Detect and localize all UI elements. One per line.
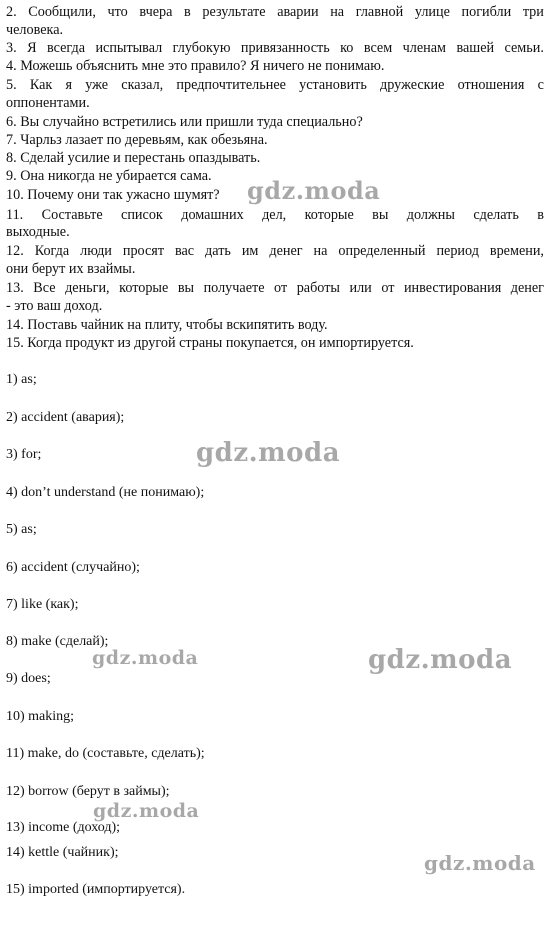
- sentence-word: Все: [33, 280, 56, 296]
- answer-item: 8) make (сделай);: [6, 634, 109, 649]
- sentence-word: 13.: [6, 280, 24, 296]
- sentence-line: 6. Вы случайно встретились или пришли туда специально?: [6, 114, 363, 130]
- sentence-word: в: [184, 4, 191, 20]
- sentence-word: Как: [29, 77, 53, 93]
- answer-item: 3) for;: [6, 447, 42, 462]
- sentence-word: домашних: [181, 207, 244, 223]
- sentence-word: или: [349, 280, 372, 296]
- sentence-word: всегда: [46, 40, 85, 56]
- sentence-line: [6, 207, 544, 224]
- sentence-line: [6, 243, 544, 260]
- sentence-line: они берут их взаймы.: [6, 261, 136, 277]
- sentence-word: ко: [340, 40, 354, 56]
- sentence-word: Я: [27, 40, 37, 56]
- answer-item: 10) making;: [6, 709, 75, 724]
- sentence-line: 10. Почему они так ужасно шумят?: [6, 187, 220, 203]
- sentence-word: главной: [355, 4, 404, 20]
- sentence-line: оппонентами.: [6, 95, 90, 111]
- sentence-word: отношения: [457, 77, 525, 93]
- sentence-word: период: [436, 243, 479, 259]
- sentence-word: с: [537, 77, 544, 93]
- sentence-word: 12.: [6, 243, 24, 259]
- sentence-word: привязанность: [240, 40, 330, 56]
- sentence-line: 9. Она никогда не убирается сама.: [6, 168, 212, 184]
- sentence-line: [6, 40, 544, 57]
- sentence-word: должны: [406, 207, 455, 223]
- sentence-word: времени,: [489, 243, 544, 259]
- sentence-word: в: [537, 207, 544, 223]
- sentence-word: предпочтительнее: [176, 77, 286, 93]
- sentence-word: 3.: [6, 40, 17, 56]
- sentence-word: установить: [299, 77, 367, 93]
- sentence-word: уже: [85, 77, 109, 93]
- watermark-logo: gdz.moda: [196, 438, 341, 468]
- sentence-word: вас: [174, 243, 195, 259]
- sentence-line: - это ваш доход.: [6, 298, 103, 314]
- sentence-line: 14. Поставь чайник на плиту, чтобы вскипятить воду.: [6, 317, 328, 333]
- sentence-word: список: [121, 207, 163, 223]
- sentence-word: 5.: [6, 77, 17, 93]
- sentence-word: просят: [122, 243, 165, 259]
- sentence-word: денег: [269, 243, 303, 259]
- answer-item: 11) make, do (составьте, сделать);: [6, 746, 205, 761]
- sentence-line: 7. Чарльз лазает по деревьям, как обезьяна.: [6, 132, 268, 148]
- sentence-word: Сообщили,: [28, 4, 96, 20]
- sentence-line: [6, 280, 544, 297]
- sentence-word: три: [522, 4, 544, 20]
- answer-item: 1) as;: [6, 372, 37, 387]
- sentence-word: вы: [372, 207, 389, 223]
- answer-item: 4) don’t understand (не понимаю);: [6, 485, 205, 500]
- answer-item: 7) like (как);: [6, 597, 79, 612]
- sentence-word: на: [330, 4, 345, 20]
- sentence-line: выходные.: [6, 224, 70, 240]
- watermark-logo: gdz.moda: [247, 176, 381, 205]
- answer-item: 13) income (доход);: [6, 820, 121, 835]
- sentence-word: погибли: [461, 4, 512, 20]
- sentence-word: от: [274, 280, 288, 296]
- sentence-word: работы: [296, 280, 340, 296]
- sentence-word: дать: [205, 243, 231, 259]
- sentence-word: всем: [363, 40, 393, 56]
- sentence-word: денег: [510, 280, 544, 296]
- watermark-logo: gdz.moda: [424, 851, 536, 875]
- sentence-line: 8. Сделай усилие и перестань опаздывать.: [6, 150, 261, 166]
- sentence-word: испытывал: [95, 40, 163, 56]
- watermark-logo: gdz.moda: [368, 645, 513, 675]
- sentence-line: [6, 77, 544, 94]
- sentence-word: на: [313, 243, 328, 259]
- sentence-word: сказал,: [121, 77, 164, 93]
- sentence-word: которые: [304, 207, 354, 223]
- sentence-word: 11.: [6, 207, 24, 223]
- sentence-word: улице: [414, 4, 450, 20]
- sentence-line: 15. Когда продукт из другой страны покупается, он импортируется.: [6, 335, 414, 351]
- sentence-line: [6, 4, 544, 21]
- sentence-word: я: [65, 77, 73, 93]
- sentence-word: глубокую: [172, 40, 231, 56]
- answer-item: 12) borrow (берут в займы);: [6, 784, 170, 799]
- watermark-logo: gdz.moda: [92, 647, 199, 669]
- sentence-word: вчера: [139, 4, 173, 20]
- sentence-word: деньги,: [65, 280, 110, 296]
- sentence-word: люди: [80, 243, 112, 259]
- sentence-word: Составьте: [41, 207, 103, 223]
- sentence-word: Когда: [34, 243, 70, 259]
- sentence-line: 4. Можешь объяснить мне это правило? Я ничего не понимаю.: [6, 58, 385, 74]
- sentence-word: им: [241, 243, 259, 259]
- answer-item: 14) kettle (чайник);: [6, 845, 119, 860]
- answer-item: 6) accident (случайно);: [6, 560, 140, 575]
- sentence-word: аварии: [277, 4, 319, 20]
- sentence-word: от: [381, 280, 395, 296]
- sentence-word: определенный: [338, 243, 426, 259]
- answer-item: 9) does;: [6, 671, 51, 686]
- watermark-logo: gdz.moda: [93, 800, 200, 822]
- sentence-word: получаете: [203, 280, 265, 296]
- sentence-word: результате: [202, 4, 266, 20]
- sentence-word: семьи.: [504, 40, 544, 56]
- sentence-word: инвестирования: [403, 280, 502, 296]
- sentence-word: дел,: [262, 207, 287, 223]
- sentence-word: дружеские: [380, 77, 445, 93]
- sentence-word: членам: [402, 40, 447, 56]
- sentence-word: вы: [177, 280, 195, 296]
- answer-item: 15) imported (импортируется).: [6, 882, 186, 897]
- answer-item: 2) accident (авария);: [6, 410, 125, 425]
- sentence-word: вашей: [456, 40, 495, 56]
- answer-item: 5) as;: [6, 522, 37, 537]
- sentence-word: 2.: [6, 4, 17, 20]
- sentence-line: человека.: [6, 22, 64, 38]
- sentence-word: которые: [119, 280, 169, 296]
- sentence-word: что: [107, 4, 128, 20]
- sentence-word: сделать: [473, 207, 519, 223]
